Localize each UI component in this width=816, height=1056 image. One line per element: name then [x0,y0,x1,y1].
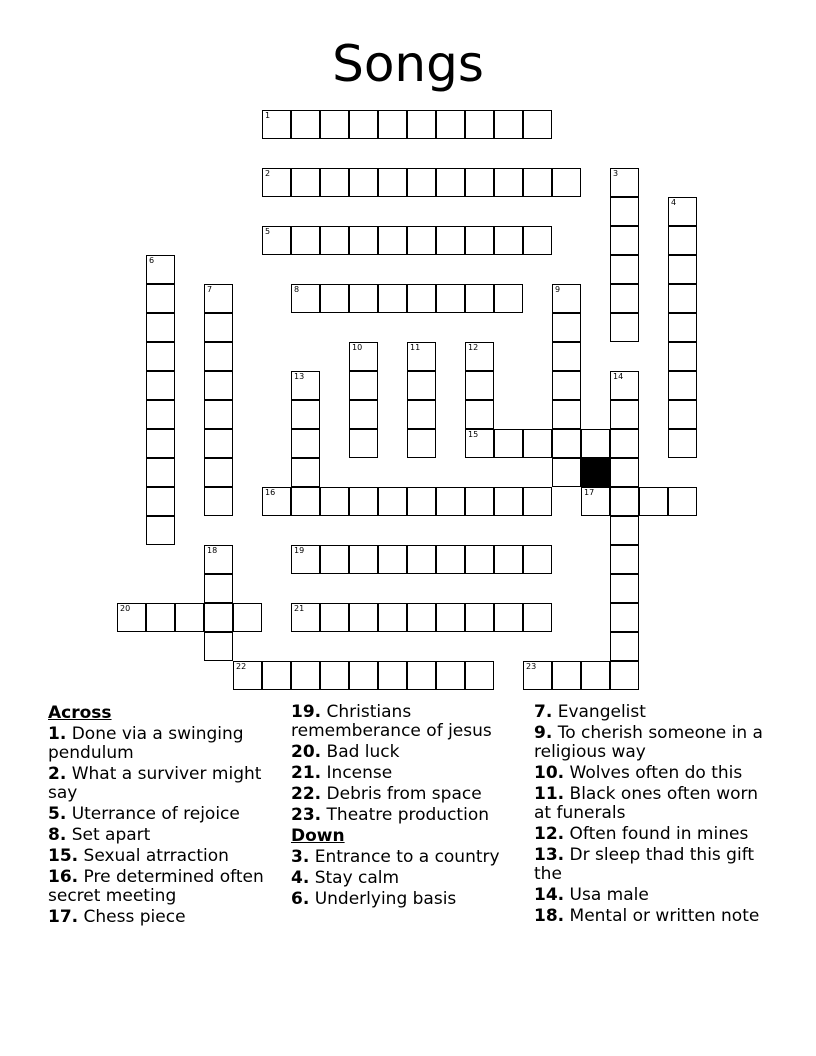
grid-cell[interactable] [407,371,436,400]
clue-item [534,907,774,926]
grid-cell[interactable] [146,342,175,371]
grid-cell[interactable] [349,487,378,516]
grid-cell[interactable] [436,487,465,516]
grid-cell[interactable] [436,226,465,255]
clue-number: 20 [120,604,131,613]
grid-cell[interactable] [349,603,378,632]
grid-cell[interactable] [494,168,523,197]
grid-cell[interactable] [552,429,581,458]
clue-number: 17 [584,488,595,497]
grid-cell[interactable] [146,516,175,545]
grid-cell[interactable] [436,284,465,313]
grid-cell[interactable] [465,342,494,371]
clue-item-text: Christians rememberance of jesus [291,702,492,741]
grid-cell[interactable] [146,255,175,284]
clue-item-text: Set apart [66,825,151,845]
clue-item-text: Incense [321,763,393,783]
clue-item-text: Mental or written note [564,906,760,926]
grid-cell[interactable] [465,371,494,400]
grid-cell[interactable] [494,487,523,516]
grid-cell[interactable] [465,545,494,574]
clue-item-number: 7. [534,702,553,722]
clue-item-text: Chess piece [78,907,186,927]
clue-item [48,826,278,845]
grid-cell[interactable] [610,400,639,429]
grid-cell[interactable] [204,284,233,313]
clue-item-text: Uterrance of rejoice [66,804,240,824]
clue-item-number: 2. [48,764,67,784]
grid-cell[interactable] [378,545,407,574]
clue-item-text: Wolves often do this [564,763,743,783]
grid-cell[interactable] [291,487,320,516]
clue-item-text: To cherish someone in a religious way [534,723,763,762]
clue-item [48,725,278,763]
grid-cell[interactable] [204,313,233,342]
grid-cell[interactable] [146,313,175,342]
clue-item-number: 10. [534,763,565,783]
clue-item [291,890,521,909]
grid-cell[interactable] [610,574,639,603]
clue-column-1 [48,703,278,929]
grid-cell[interactable] [581,661,610,690]
grid-cell[interactable] [320,284,349,313]
grid-cell[interactable] [523,168,552,197]
clue-item-number: 12. [534,824,565,844]
clue-item-number: 17. [48,907,79,927]
grid-cell[interactable] [610,168,639,197]
clue-item [534,724,774,762]
grid-cell[interactable] [668,400,697,429]
clue-item [291,703,521,741]
clue-item [534,825,774,844]
grid-cell[interactable] [407,226,436,255]
grid-cell[interactable] [204,632,233,661]
clue-number: 15 [468,430,479,439]
clue-item [291,848,521,867]
clue-item [534,703,774,722]
grid-cell[interactable] [349,226,378,255]
grid-cell[interactable] [349,110,378,139]
grid-cell[interactable] [320,226,349,255]
grid-cell[interactable] [291,168,320,197]
clue-item-number: 1. [48,724,67,744]
grid-cell[interactable] [378,661,407,690]
grid-cell[interactable] [552,168,581,197]
grid-cell[interactable] [523,487,552,516]
grid-cell[interactable] [668,487,697,516]
clue-number: 11 [410,343,421,352]
grid-cell[interactable] [465,487,494,516]
grid-cell[interactable] [320,110,349,139]
grid-cell[interactable] [146,458,175,487]
grid-cell[interactable] [146,603,175,632]
clue-item-number: 4. [291,868,310,888]
clue-item-number: 5. [48,804,67,824]
grid-cell[interactable] [291,226,320,255]
clue-item-text: Debris from space [321,784,482,804]
grid-cell[interactable] [117,603,146,632]
grid-cell[interactable] [436,661,465,690]
clue-item-number: 8. [48,825,67,845]
grid-cell[interactable] [552,342,581,371]
grid-cell[interactable] [291,429,320,458]
grid-cell[interactable] [407,545,436,574]
clue-item [291,785,521,804]
grid-cell[interactable] [552,458,581,487]
grid-cell[interactable] [436,168,465,197]
grid-cell[interactable] [349,400,378,429]
puzzle-title: Songs [332,35,484,93]
grid-cell[interactable] [146,487,175,516]
grid-cell[interactable] [610,371,639,400]
clue-number: 7 [207,285,213,294]
clue-item-number: 19. [291,702,322,722]
grid-cell[interactable] [639,487,668,516]
clue-item-text: What a surviver might say [48,764,262,803]
clue-item [291,806,521,825]
grid-cell[interactable] [291,400,320,429]
grid-cell[interactable] [668,342,697,371]
clue-item-text: Done via a swinging pendulum [48,724,244,763]
grid-cell[interactable] [146,284,175,313]
grid-cell[interactable] [552,400,581,429]
grid-cell[interactable] [465,603,494,632]
grid-cell[interactable] [204,342,233,371]
clue-number: 22 [236,662,247,671]
grid-cell[interactable] [262,168,291,197]
clue-item-number: 14. [534,885,565,905]
grid-cell[interactable] [262,661,291,690]
down-heading: Down [291,826,345,846]
clue-number: 14 [613,372,624,381]
grid-cell[interactable] [552,284,581,313]
down-clue-list [291,848,521,909]
grid-cell[interactable] [407,284,436,313]
clue-item [48,868,278,906]
clue-number: 3 [613,169,619,178]
grid-cell[interactable] [494,429,523,458]
grid-cell[interactable] [610,458,639,487]
clue-number: 8 [294,285,300,294]
grid-cell[interactable] [349,168,378,197]
clue-number: 13 [294,372,305,381]
clue-item-number: 18. [534,906,565,926]
grid-cell[interactable] [465,429,494,458]
grid-cell[interactable] [320,545,349,574]
clue-number: 4 [671,198,677,207]
grid-cell[interactable] [668,197,697,226]
grid-cell[interactable] [494,545,523,574]
grid-cell[interactable] [465,110,494,139]
grid-cell[interactable] [552,661,581,690]
clue-item [48,765,278,803]
clue-item-text: Underlying basis [309,889,457,909]
clue-item [534,785,774,823]
grid-cell[interactable] [204,603,233,632]
clue-item-text: Bad luck [321,742,400,762]
grid-cell[interactable] [610,226,639,255]
clue-number: 1 [265,111,271,120]
grid-cell[interactable] [233,603,262,632]
clue-item-number: 21. [291,763,322,783]
grid-cell[interactable] [465,168,494,197]
grid-cell[interactable] [523,545,552,574]
clue-item-number: 20. [291,742,322,762]
clue-item-text: Stay calm [309,868,400,888]
clue-item-number: 9. [534,723,553,743]
clue-item-text: Dr sleep thad this gift the [534,845,755,884]
grid-cell[interactable] [407,429,436,458]
clue-item [534,886,774,905]
grid-cell[interactable] [262,226,291,255]
clue-item-number: 13. [534,845,565,865]
grid-cell[interactable] [146,400,175,429]
clue-item [534,846,774,884]
grid-cell[interactable] [349,284,378,313]
grid-cell[interactable] [378,603,407,632]
grid-cell[interactable] [320,661,349,690]
clue-item [48,847,278,866]
grid-cell[interactable] [320,487,349,516]
clue-item-text: Sexual atrraction [78,846,229,866]
black-cell [581,458,610,487]
grid-cell[interactable] [262,110,291,139]
grid-cell[interactable] [436,603,465,632]
grid-cell[interactable] [523,226,552,255]
down-clue-list-continued [534,703,774,926]
grid-cell[interactable] [204,574,233,603]
grid-cell[interactable] [610,545,639,574]
grid-cell[interactable] [378,110,407,139]
grid-cell[interactable] [610,516,639,545]
clue-item-number: 23. [291,805,322,825]
grid-cell[interactable] [465,661,494,690]
clue-item [48,805,278,824]
grid-cell[interactable] [436,110,465,139]
grid-cell[interactable] [407,661,436,690]
grid-cell[interactable] [291,661,320,690]
grid-cell[interactable] [581,487,610,516]
clue-number: 16 [265,488,276,497]
grid-cell[interactable] [204,487,233,516]
grid-cell[interactable] [349,342,378,371]
grid-cell[interactable] [204,371,233,400]
grid-cell[interactable] [146,371,175,400]
clue-number: 23 [526,662,537,671]
grid-cell[interactable] [494,284,523,313]
grid-cell[interactable] [291,603,320,632]
clue-item-number: 11. [534,784,565,804]
clue-item-text: Entrance to a country [309,847,500,867]
clue-number: 6 [149,256,155,265]
clue-item [291,764,521,783]
grid-cell[interactable] [378,284,407,313]
grid-cell[interactable] [378,168,407,197]
grid-cell[interactable] [204,400,233,429]
clue-item-number: 16. [48,867,79,887]
grid-cell[interactable] [668,255,697,284]
grid-cell[interactable] [407,110,436,139]
clue-number: 12 [468,343,479,352]
grid-cell[interactable] [407,603,436,632]
grid-cell[interactable] [610,197,639,226]
across-heading: Across [48,703,112,723]
clue-item-text: Often found in mines [564,824,749,844]
grid-cell[interactable] [407,342,436,371]
grid-cell[interactable] [610,429,639,458]
grid-cell[interactable] [465,284,494,313]
clue-number: 2 [265,169,271,178]
clue-item [291,743,521,762]
grid-cell[interactable] [204,429,233,458]
grid-cell[interactable] [523,661,552,690]
grid-cell[interactable] [523,110,552,139]
clue-number: 5 [265,227,271,236]
grid-cell[interactable] [610,603,639,632]
grid-cell[interactable] [552,313,581,342]
grid-cell[interactable] [523,429,552,458]
across-clue-list-continued [291,703,521,825]
clue-column-2 [291,703,521,911]
clue-number: 10 [352,343,363,352]
clue-number: 9 [555,285,561,294]
grid-cell[interactable] [668,284,697,313]
grid-cell[interactable] [291,284,320,313]
clue-item-number: 22. [291,784,322,804]
grid-cell[interactable] [552,371,581,400]
grid-cell[interactable] [320,168,349,197]
grid-cell[interactable] [465,400,494,429]
grid-cell[interactable] [175,603,204,632]
across-clue-list [48,725,278,927]
grid-cell[interactable] [204,458,233,487]
grid-cell[interactable] [204,545,233,574]
grid-cell[interactable] [494,226,523,255]
grid-cell[interactable] [668,313,697,342]
clue-item-number: 6. [291,889,310,909]
clue-item-text: Black ones often worn at funerals [534,784,758,823]
clue-number: 21 [294,604,305,613]
grid-cell[interactable] [378,226,407,255]
grid-cell[interactable] [262,487,291,516]
clue-item [534,764,774,783]
grid-cell[interactable] [407,168,436,197]
grid-cell[interactable] [668,226,697,255]
grid-cell[interactable] [436,545,465,574]
grid-cell[interactable] [610,284,639,313]
grid-cell[interactable] [668,429,697,458]
grid-cell[interactable] [668,371,697,400]
clue-item-text: Theatre production [321,805,489,825]
grid-cell[interactable] [523,603,552,632]
grid-cell[interactable] [291,371,320,400]
grid-cell[interactable] [349,545,378,574]
grid-cell[interactable] [610,255,639,284]
grid-cell[interactable] [610,632,639,661]
grid-cell[interactable] [291,458,320,487]
clue-item-text: Evangelist [552,702,646,722]
clue-item [48,908,278,927]
grid-cell[interactable] [349,429,378,458]
clue-column-3 [534,703,774,928]
clue-number: 19 [294,546,305,555]
clue-item-number: 15. [48,846,79,866]
grid-cell[interactable] [291,545,320,574]
grid-cell[interactable] [291,110,320,139]
grid-cell[interactable] [610,487,639,516]
grid-cell[interactable] [610,661,639,690]
grid-cell[interactable] [378,487,407,516]
grid-cell[interactable] [349,371,378,400]
grid-cell[interactable] [494,110,523,139]
grid-cell[interactable] [146,429,175,458]
clue-number: 18 [207,546,218,555]
grid-cell[interactable] [320,603,349,632]
clue-item-text: Pre determined often secret meeting [48,867,264,906]
grid-cell[interactable] [581,429,610,458]
grid-cell[interactable] [349,661,378,690]
grid-cell[interactable] [610,313,639,342]
grid-cell[interactable] [494,603,523,632]
grid-cell[interactable] [407,487,436,516]
grid-cell[interactable] [233,661,262,690]
clue-item-text: Usa male [564,885,649,905]
clue-item-number: 3. [291,847,310,867]
clue-item [291,869,521,888]
grid-cell[interactable] [407,400,436,429]
grid-cell[interactable] [465,226,494,255]
